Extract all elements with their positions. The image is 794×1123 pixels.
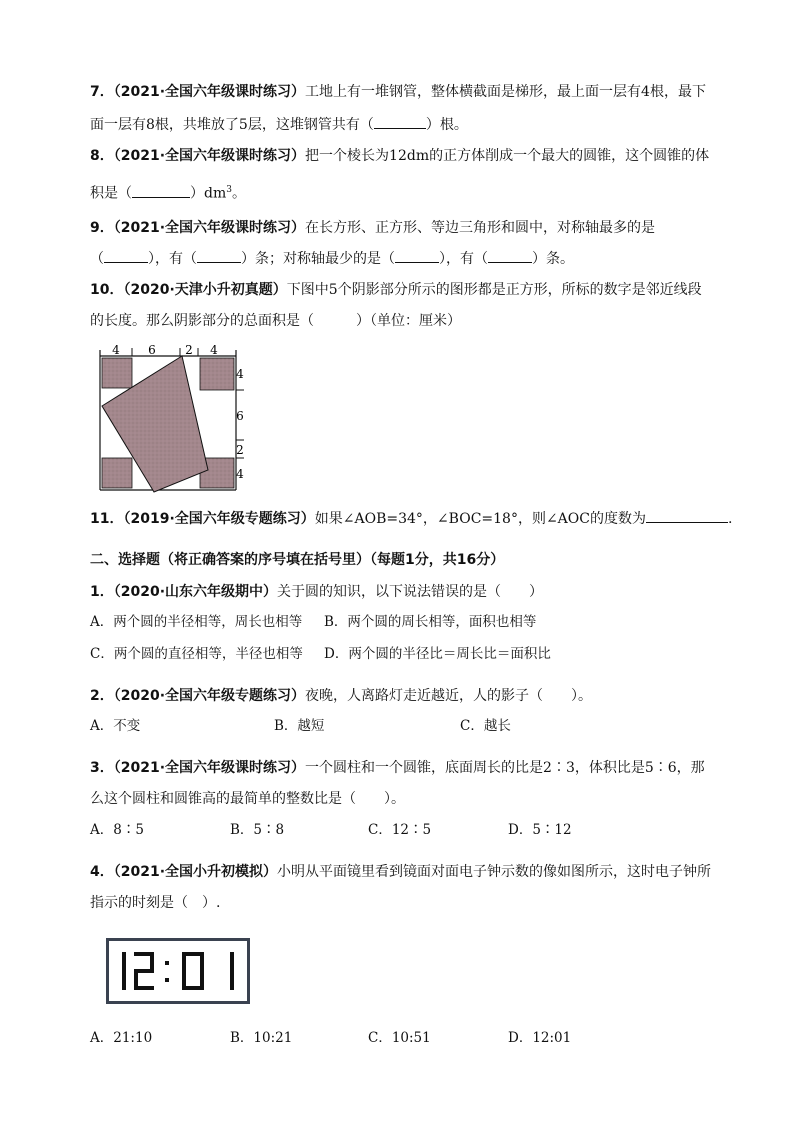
q8-line2 [90, 180, 246, 204]
c3-option-b[interactable]: B．5∶8 [230, 822, 285, 838]
q8-source: （2021·全国六年级课时练习） [113, 148, 306, 164]
q8-number: 8． [90, 148, 114, 164]
q10-source: （2020·天津小升初真题） [123, 282, 287, 298]
q8-answer-blank[interactable] [132, 183, 190, 198]
c4-option-c[interactable]: C．10:51 [368, 1030, 431, 1046]
q9-blank3[interactable] [395, 248, 439, 263]
q10-line1 [90, 280, 702, 300]
q10-right-label-4: 4 [236, 467, 244, 481]
c3-option-d[interactable]: D．5∶12 [508, 822, 572, 838]
c3-text2: 么这个圆柱和圆锥高的最简单的整数比是（ ）。 [90, 791, 405, 807]
q8-text2c: 。 [231, 185, 246, 202]
q8-text2a: 积是（ [90, 185, 132, 202]
q9-text1: 在长方形、正方形、等边三角形和圆中，对称轴最多的是 [305, 220, 656, 236]
q10-right-label-3: 2 [236, 443, 244, 457]
q7-line2 [90, 114, 468, 135]
q11-source: （2019·全国六年级专题练习） [123, 511, 315, 527]
q11-text1: 如果∠AOB=34°，∠BOC=18°，则∠AOC的度数为 [314, 511, 646, 527]
q10-squares-figure [96, 342, 246, 494]
q10-right-label-2: 6 [236, 409, 244, 423]
q7-text2a: 面一层有8根，共堆放了5层，这堆钢管共有（ [90, 117, 374, 133]
q11-end: . [727, 511, 733, 527]
c4-line2 [90, 893, 220, 913]
c3-option-a[interactable]: A．8∶5 [90, 822, 144, 838]
q10-top-label-2: 6 [148, 343, 156, 357]
c1-option-d[interactable]: D．两个圆的半径比＝周长比＝面积比 [324, 646, 551, 662]
q10-number: 10． [90, 282, 124, 298]
c1-option-c[interactable]: C．两个圆的直径相等，半径也相等 [90, 646, 303, 662]
c2-number: 2． [90, 688, 114, 704]
q10-top-label-1: 4 [112, 343, 120, 357]
q9-number: 9． [90, 220, 114, 236]
q10-right-label-1: 4 [236, 367, 244, 381]
c2-option-b[interactable]: B．越短 [274, 718, 325, 734]
c1-number: 1． [90, 584, 114, 600]
q7-number: 7． [90, 84, 114, 100]
c4-option-d[interactable]: D．12:01 [508, 1030, 572, 1046]
q11-line1 [90, 508, 732, 529]
c2-text: 夜晚，人离路灯走近越近，人的影子（ ）。 [305, 688, 593, 704]
c1-line1 [90, 582, 543, 602]
c4-number: 4． [90, 864, 114, 880]
q7-source: （2021·全国六年级课时练习） [113, 84, 306, 100]
q9-line2 [90, 248, 574, 269]
q9-blank1[interactable] [104, 248, 148, 263]
q10-square-bottom-left [102, 458, 132, 488]
clock-colon-bottom [165, 978, 169, 982]
q9-part3: ）条；对称轴最少的是（ [241, 251, 395, 267]
q9-part4: ），有（ [439, 251, 488, 267]
clock-digit-one [122, 952, 126, 990]
q10-square-top-right [200, 358, 234, 390]
q9-line1 [90, 218, 655, 238]
q9-source: （2021·全国六年级课时练习） [113, 220, 306, 236]
c1-source: （2020·山东六年级期中） [113, 584, 278, 600]
q9-blank2[interactable] [197, 248, 241, 263]
c2-source: （2020·全国六年级专题练习） [113, 688, 306, 704]
q7-text2b: ）根。 [425, 117, 468, 133]
c1-option-b[interactable]: B．两个圆的周长相等，面积也相等 [324, 614, 537, 630]
c4-option-b[interactable]: B．10:21 [230, 1030, 293, 1046]
c3-option-c[interactable]: C．12∶5 [368, 822, 432, 838]
c2-line1 [90, 686, 592, 706]
c2-option-a[interactable]: A．不变 [90, 718, 141, 734]
q11-number: 11． [90, 511, 124, 527]
c2-option-c[interactable]: C．越长 [460, 718, 511, 734]
q8-line1 [90, 146, 709, 166]
c4-option-a[interactable]: A．21:10 [90, 1030, 153, 1046]
clock-colon-top [165, 961, 169, 965]
q10-top-label-4: 4 [210, 343, 218, 357]
q9-part2: ），有（ [148, 251, 197, 267]
c1-option-a[interactable]: A．两个圆的半径相等，周长也相等 [90, 614, 303, 630]
q9-blank4[interactable] [488, 248, 532, 263]
c3-source: （2021·全国六年级课时练习） [113, 760, 306, 776]
q8-superscript: 3 [226, 185, 232, 195]
c3-line2 [90, 789, 405, 809]
c3-text1: 一个圆柱和一个圆锥，底面周长的比是2∶3，体积比是5∶6，那 [305, 760, 705, 776]
clock-display-text: 12:01 [176, 998, 180, 999]
q10-text1: 下图中5个阴影部分所示的图形都是正方形，所标的数字是邻近线段 [286, 282, 702, 298]
section-2-title: 二、选择题（将正确答案的序号填在括号里）（每题1分，共16分） [90, 552, 505, 568]
c3-number: 3． [90, 760, 114, 776]
q10-text2: 的长度。那么阴影部分的总面积是（ ）（单位：厘米） [90, 313, 461, 329]
q10-line2 [90, 311, 461, 331]
c4-source: （2021·全国小升初模拟） [113, 864, 278, 880]
c4-digital-clock-figure [106, 938, 250, 1004]
c4-line1 [90, 862, 711, 882]
c4-text1: 小明从平面镜里看到镜面对面电子钟示数的像如图所示，这时电子钟所 [277, 864, 712, 880]
c1-text: 关于圆的知识，以下说法错误的是（ ） [277, 584, 544, 600]
q9-part5: ）条。 [532, 251, 574, 267]
q7-answer-blank[interactable] [374, 114, 426, 129]
clock-digit-one-b [230, 952, 234, 990]
q10-top-label-3: 2 [185, 343, 193, 357]
q8-text1: 把一个棱长为12dm的正方体削成一个最大的圆锥，这个圆锥的体 [305, 148, 710, 164]
c3-line1 [90, 758, 705, 778]
q10-square-top-left [102, 358, 132, 388]
q9-part1: （ [90, 251, 104, 267]
q7-line1 [90, 82, 706, 102]
q11-answer-blank[interactable] [646, 508, 728, 523]
c4-text2: 指示的时刻是（ ）. [90, 895, 221, 911]
q7-text1: 工地上有一堆钢管，整体横截面是梯形，最上面一层有4根，最下 [305, 84, 706, 100]
q8-text2b: ）dm [190, 185, 227, 202]
